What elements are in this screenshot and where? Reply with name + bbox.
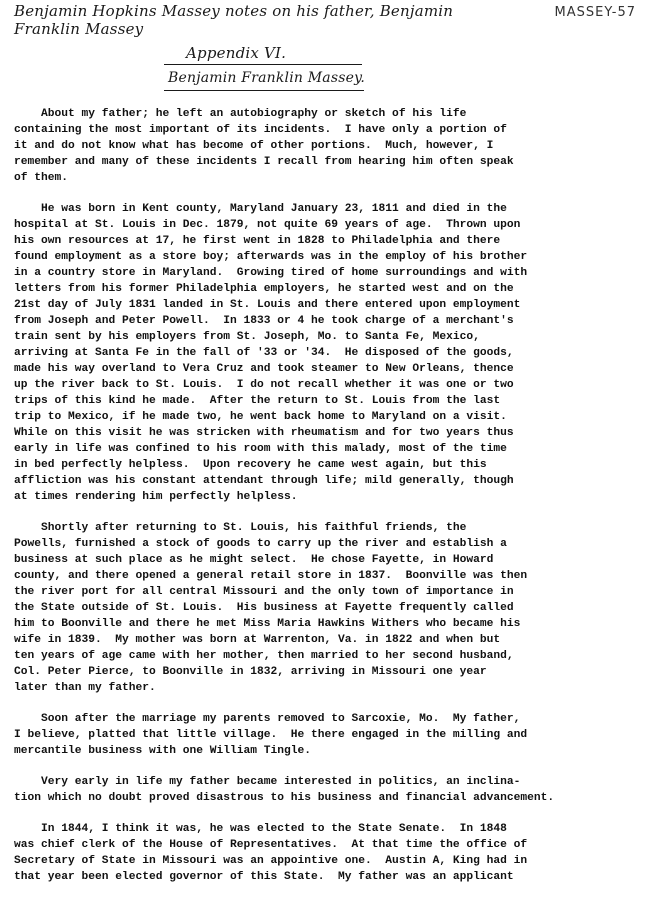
text-line: remember and many of these incidents I recall from hearing him often speak <box>14 156 514 168</box>
text-line: found employment as a store boy; afterwards was in the employ of his brother <box>14 251 528 263</box>
text-line: 21st day of July 1831 landed in St. Louis and there entered upon employment <box>14 299 521 311</box>
text-line: train sent by his employers from St. Joseph, Mo. to Santa Fe, Mexico, <box>14 331 480 343</box>
typed-body-text <box>14 106 650 900</box>
text-line: made his way overland to Vera Cruz and took steamer to New Orleans, thence <box>14 363 514 375</box>
text-line: Secretary of State in Missouri was an appointive one. Austin A, King had in <box>14 855 528 867</box>
paragraph <box>14 774 650 806</box>
text-line: ten years of age came with her mother, then married to her second husband, <box>14 650 514 662</box>
paragraph <box>14 520 650 696</box>
text-line: mercantile business with one William Tingle. <box>14 745 312 757</box>
text-line: containing the most important of its incidents. I have only a portion of <box>14 124 507 136</box>
text-line: was chief clerk of the House of Representatives. At that time the office of <box>14 839 528 851</box>
text-line: In 1844, I think it was, he was elected to the State Senate. In 1848 <box>14 823 507 835</box>
text-line: the State outside of St. Louis. His business at Fayette frequently called <box>14 602 514 614</box>
paragraph <box>14 821 650 885</box>
text-line: About my father; he left an autobiography or sketch of his life <box>14 108 467 120</box>
text-line: letters from his former Philadelphia employers, he started west and on the <box>14 283 514 295</box>
text-line: tion which no doubt proved disastrous to his business and financial advancement. <box>14 792 555 804</box>
text-line: the river port for all central Missouri and the only town of importance in <box>14 586 514 598</box>
appendix-title-underline <box>164 64 362 65</box>
text-line: of them. <box>14 172 69 184</box>
text-line: I believe, platted that little village. He there engaged in the milling and <box>14 729 528 741</box>
subject-name: Benjamin Franklin Massey. <box>168 70 366 86</box>
text-line: While on this visit he was stricken with rheumatism and for two years thus <box>14 427 514 439</box>
text-line: Soon after the marriage my parents removed to Sarcoxie, Mo. My father, <box>14 713 521 725</box>
document-id-label: MASSEY-57 <box>554 5 636 20</box>
text-line: that year been elected governor of this State. My father was an applicant <box>14 871 514 883</box>
text-line: him to Boonville and there he met Miss Maria Hawkins Withers who became his <box>14 618 521 630</box>
text-line: hospital at St. Louis in Dec. 1879, not quite 69 years of age. Thrown upon <box>14 219 521 231</box>
handwritten-note-line-2: Franklin Massey <box>14 20 144 38</box>
handwritten-note-line-1: Benjamin Hopkins Massey notes on his father, Benjamin <box>14 2 454 20</box>
text-line: trip to Mexico, if he made two, he went back home to Maryland on a visit. <box>14 411 507 423</box>
text-line: Powells, furnished a stock of goods to carry up the river and establish a <box>14 538 507 550</box>
paragraph <box>14 711 650 759</box>
text-line: business at such place as he might select. He chose Fayette, in Howard <box>14 554 494 566</box>
text-line: county, and there opened a general retail store in 1837. Boonville was then <box>14 570 528 582</box>
text-line: He was born in Kent county, Maryland January 23, 1811 and died in the <box>14 203 507 215</box>
text-line: in a country store in Maryland. Growing tired of home surroundings and with <box>14 267 528 279</box>
text-line: affliction was his constant attendant through life; mild generally, though <box>14 475 514 487</box>
text-line: at times rendering him perfectly helpless. <box>14 491 298 503</box>
text-line: Col. Peter Pierce, to Boonville in 1832, arriving in Missouri one year <box>14 666 487 678</box>
text-line: in bed perfectly helpless. Upon recovery he came west again, but this <box>14 459 487 471</box>
text-line: trips of this kind he made. After the return to St. Louis from the last <box>14 395 501 407</box>
text-line: later than my father. <box>14 682 156 694</box>
paragraph <box>14 106 650 186</box>
text-line: it and do not know what has become of other portions. Much, however, I <box>14 140 494 152</box>
paragraph <box>14 201 650 505</box>
text-line: Very early in life my father became interested in politics, an inclina- <box>14 776 521 788</box>
text-line: wife in 1839. My mother was born at Warrenton, Va. in 1822 and when but <box>14 634 501 646</box>
text-line: up the river back to St. Louis. I do not recall whether it was one or two <box>14 379 514 391</box>
appendix-title: Appendix VI. <box>186 44 287 62</box>
subject-name-underline <box>164 90 364 91</box>
text-line: from Joseph and Peter Powell. In 1833 or 4 he took charge of a merchant's <box>14 315 514 327</box>
text-line: Shortly after returning to St. Louis, his faithful friends, the <box>14 522 467 534</box>
text-line: arriving at Santa Fe in the fall of '33 or '34. He disposed of the goods, <box>14 347 514 359</box>
text-line: early in life was confined to his room with this malady, most of the time <box>14 443 507 455</box>
text-line: his own resources at 17, he first went in 1828 to Philadelphia and there <box>14 235 501 247</box>
